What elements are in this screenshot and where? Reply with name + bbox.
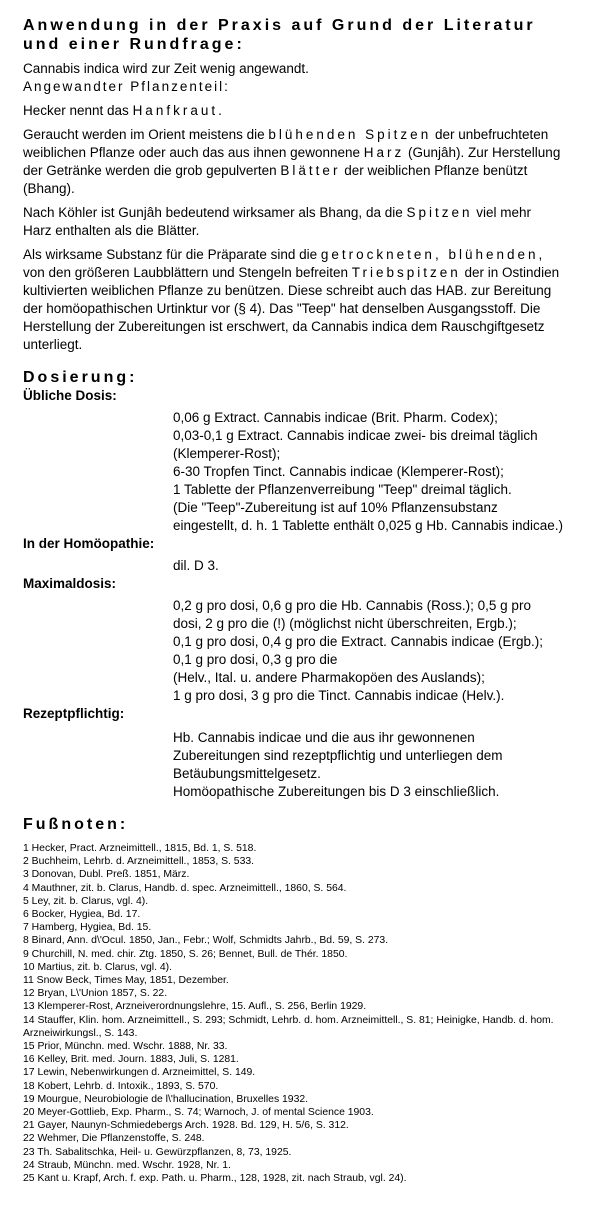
maximaldosis-block	[173, 597, 563, 705]
dose-line: 0,03-0,1 g Extract. Cannabis indicae zwei- bis dreimal täglich (Klemperer-Rost);	[173, 428, 538, 461]
emphasis-spitzen: blühenden Spitzen	[268, 127, 432, 142]
text: der unbefruchteten weiblichen Pflanze oder auch das aus ihnen gewonnene	[23, 127, 549, 160]
dose-line: 0,2 g pro dosi, 0,6 g pro die Hb. Cannabis (Ross.); 0,5 g pro dosi, 2 g pro die (!) (möglichst nicht überschreiten, Ergb.);	[173, 598, 531, 631]
footnote-item: 23 Th. Sabalitschka, Heil- u. Gewürzpflanzen, 8, 73, 1925.	[23, 1146, 292, 1158]
footnote-item: 6 Bocker, Hygiea, Bd. 17.	[23, 909, 141, 921]
homoeopathie-value: dil. D 3.	[173, 558, 219, 573]
footnote-item: 9 Churchill, N. med. chir. Ztg. 1850, S. 26; Bennet, Bull. de Thér. 1850.	[23, 948, 348, 960]
dose-line: (Helv., Ital. u. andere Pharmakopöen des Auslands);	[173, 670, 485, 685]
text: der in Ostindien kultivierten weiblichen Pflanze zu benützen. Diese schreibt auch das HAB. zur Bereitung der homöopathischen Urtinktur vor (§ 4). Das "Teep" hat denselben Ausgangsstoff. Die Herstellung der Zubereitungen ist erschwert, da Cannabis indica dem Rauschgiftgesetz unterliegt.	[23, 265, 560, 352]
label-homoeopathie: In der Homöopathie:	[23, 536, 155, 551]
paragraph-hecker	[23, 102, 563, 120]
rezeptpflichtig-block	[173, 729, 563, 801]
text: , von den größeren Laubblättern und Stengeln befreiten	[23, 247, 543, 280]
subheading-pflanzenteil: Angewandter Pflanzenteil:	[23, 79, 230, 94]
footnote-item: 11 Snow Beck, Times May, 1851, Dezember.	[23, 975, 229, 987]
footnote-item: 16 Kelley, Brit. med. Journ. 1883, Juli, S. 1281.	[23, 1054, 239, 1066]
footnote-item: 10 Martius, zit. b. Clarus, vgl. 4).	[23, 961, 172, 973]
label-maximaldosis: Maximaldosis:	[23, 576, 117, 591]
emphasis-blaetter: Blätter	[280, 163, 341, 178]
footnote-item: 21 Gayer, Naunyn-Schmiedebergs Arch. 1928. Bd. 129, H. 5/6, S. 312.	[23, 1120, 349, 1132]
footnote-item: 8 Binard, Ann. d\'Ocul. 1850, Jan., Febr.; Wolf, Schmidts Jahrb., Bd. 59, S. 273.	[23, 935, 389, 947]
section-heading-anwendung	[23, 16, 563, 54]
label-rezeptpflichtig: Rezeptpflichtig:	[23, 706, 125, 721]
footnote-item: 1 Hecker, Pract. Arzneimittell., 1815, Bd. 1, S. 518.	[23, 843, 257, 854]
footnote-item: 15 Prior, Münchn. med. Wschr. 1888, Nr. 33.	[23, 1041, 228, 1053]
rezept-line: Homöopathische Zubereitungen bis D 3 einschließlich.	[173, 784, 500, 799]
text: viel mehr Harz enthalten als die Blätter.	[23, 205, 532, 238]
dose-line: 6-30 Tropfen Tinct. Cannabis indicae (Klemperer-Rost);	[173, 464, 504, 479]
footnote-item: 19 Mourgue, Neurobiologie de l\'hallucination, Bruxelles 1932.	[23, 1093, 309, 1105]
footnote-item: 20 Meyer-Gottlieb, Exp. Pharm., S. 74; Warnoch, J. of mental Science 1903.	[23, 1107, 374, 1119]
heading-line-1: Anwendung in der Praxis auf Grund der Literatur	[23, 17, 536, 34]
text: .	[218, 103, 222, 118]
emphasis-spitzen: Spitzen	[406, 205, 473, 220]
text: (Gunjâh). Zur Herstellung der Getränke werden die grob gepulverten	[23, 145, 561, 178]
document	[23, 14, 563, 1185]
dose-line: 1 g pro dosi, 3 g pro die Tinct. Cannabis indicae (Helv.).	[173, 688, 505, 703]
text: Hecker nennt das	[23, 103, 133, 118]
label-uebliche-dosis: Übliche Dosis:	[23, 388, 117, 403]
footnote-item: 24 Straub, Münchn. med. Wschr. 1928, Nr. 1.	[23, 1159, 231, 1171]
dose-line: 0,1 g pro dosi, 0,4 g pro die Extract. Cannabis indicae (Ergb.);	[173, 634, 543, 649]
footnote-item: 7 Hamberg, Hygiea, Bd. 15.	[23, 922, 152, 934]
dose-line: 0,1 g pro dosi, 0,3 g pro die	[173, 652, 338, 667]
text: Nach Köhler ist Gunjâh bedeutend wirksamer als Bhang, da die	[23, 205, 407, 220]
footnote-item: 4 Mauthner, zit. b. Clarus, Handb. d. spec. Arzneimittell., 1860, S. 564.	[23, 882, 347, 894]
dose-line: (Die "Teep"-Zubereitung ist auf 10% Pflanzensubstanz eingestellt, d. h. 1 Tablette enthält 0,025 g Hb. Cannabis indicae.)	[173, 500, 564, 533]
paragraph-koehler	[23, 204, 563, 240]
heading-line-2: und einer Rundfrage:	[23, 36, 245, 53]
dose-line: 0,06 g Extract. Cannabis indicae (Brit. Pharm. Codex);	[173, 410, 498, 425]
emphasis-harz: Harz	[363, 145, 405, 160]
paragraph-substanz	[23, 246, 563, 354]
text: Als wirksame Substanz für die Präparate sind die	[23, 247, 321, 262]
footnote-item: 5 Ley, zit. b. Clarus, vgl. 4).	[23, 895, 149, 907]
paragraph-orient	[23, 126, 563, 198]
dose-line: 1 Tablette der Pflanzenverreibung "Teep" dreimal täglich.	[173, 482, 512, 497]
lead-paragraph: Cannabis indica wird zur Zeit wenig angewandt.	[23, 61, 309, 76]
footnote-item: 22 Wehmer, Die Pflanzenstoffe, S. 248.	[23, 1133, 205, 1145]
footnote-item: 3 Donovan, Dubl. Preß. 1851, März.	[23, 869, 190, 881]
footnote-item: 25 Kant u. Krapf, Arch. f. exp. Path. u. Pharm., 128, 1928, zit. nach Straub, vgl. 24).	[23, 1173, 407, 1185]
footnote-list	[23, 842, 563, 1185]
footnote-item: 13 Klemperer-Rost, Arzneiverordnungslehre, 15. Aufl., S. 256, Berlin 1929.	[23, 1001, 367, 1013]
text: der weiblichen Pflanze benützt (Bhang).	[23, 163, 528, 196]
footnote-item: 12 Bryan, L\'Union 1857, S. 22.	[23, 988, 168, 1000]
section-heading-dosierung: Dosierung:	[23, 369, 138, 386]
uebliche-dosis-block	[173, 409, 563, 535]
footnote-item: 17 Lewin, Nebenwirkungen d. Arzneimittel, S. 149.	[23, 1067, 256, 1079]
footnote-item: 14 Stauffer, Klin. hom. Arzneimittell., S. 293; Schmidt, Lehrb. d. hom. Arzneimittell., S. 81; Heinigke, Handb. d. hom. Arzneiwirkungsl., S. 143.	[23, 1014, 554, 1039]
emphasis-triebspitzen: Triebspitzen	[351, 265, 461, 280]
emphasis-getrockneten: getrockneten, blühenden	[320, 247, 539, 262]
footnote-item: 18 Kobert, Lehrb. d. Intoxik., 1893, S. 570.	[23, 1080, 219, 1092]
emphasis-hanfkraut: Hanfkraut	[132, 103, 219, 118]
footnote-item: 2 Buchheim, Lehrb. d. Arzneimittell., 1853, S. 533.	[23, 856, 255, 868]
rezept-line: Hb. Cannabis indicae und die aus ihr gewonnenen Zubereitungen sind rezeptpflichtig und unterliegen dem Betäubungsmittelgesetz.	[173, 730, 503, 781]
text: Geraucht werden im Orient meistens die	[23, 127, 269, 142]
section-heading-fussnoten: Fußnoten:	[23, 816, 129, 833]
